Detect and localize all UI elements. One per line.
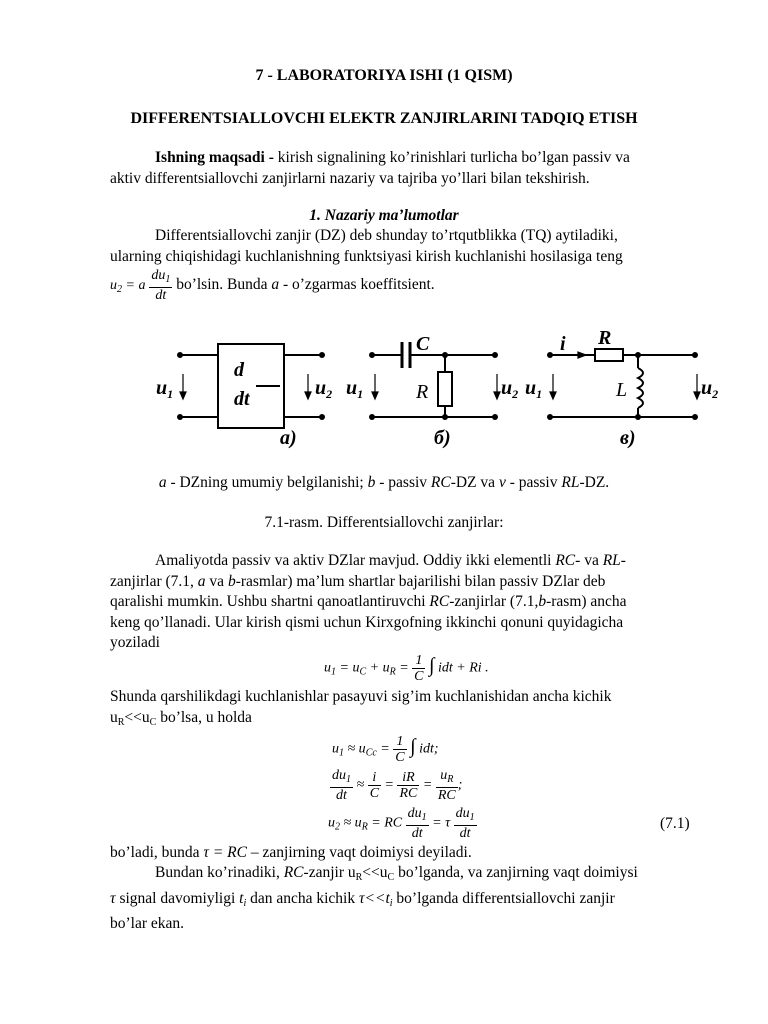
label-resistor-R-c: R <box>598 327 612 349</box>
label-fig-a: а) <box>280 427 297 449</box>
lab-subheading: DIFFERENTSIALLOVCHI ELEKTR ZANJIRLARINI TADQIQ ETISH <box>130 110 638 127</box>
paragraph-2: Amaliyotda passiv va aktiv DZlar mavjud. Oddiy ikki elementli RC- va RL- zanjirlar (7.1, a va b-rasmlar) ma’lum shartlar bajarilishi bilan passiv DZlar deb qaralishi mumkin. Ushbu shartni qanoatlantiruvchi RC-zanjirlar (7.1,b-rasm) ancha keng qo’llanadi. Ular kirish qismi uchun Kirxgofning ikkinchi qonuni quyidagicha yoziladi <box>110 552 627 651</box>
figure-caption: a - DZning umumiy belgilanishi; b - passiv RC-DZ va v - passiv RL-DZ. <box>158 474 610 491</box>
label-d: d <box>234 359 244 381</box>
label-fig-b: б) <box>434 427 451 449</box>
label-inductor-L: L <box>616 379 628 401</box>
equation-kirchhoff: $u_1 = u_C + u_R$ = $\frac{1}{C}$ ∫ idt + Ri . <box>324 653 489 684</box>
inductor <box>638 368 643 408</box>
paragraph-5: Bundan ko’rinadiki, RC-zanjir $u_R<<u_C$ bo’lganda, va zanjirning vaqt doimiysi τ signal davomiyligi $t_i$ dan ancha kichik $\tau<<t_i$ bo’lganda differentsiallovchi zanjir bo’lar ekan. <box>110 864 638 932</box>
formula-u2: $u_2 = a$ <box>110 278 146 296</box>
label-u1-a: $u_1$ <box>156 377 174 401</box>
lab-heading: 7 - LABORATORIYA ISHI (1 QISM) <box>255 67 513 84</box>
formula-du1-dt: $\frac{du_1}{dt}$ <box>151 268 171 303</box>
label-current-i: i <box>560 333 566 355</box>
section1-line-1: Differentsiallovchi zanjir (DZ) deb shunday to’rtqutblikka (TQ) aytiladiki, <box>155 227 618 244</box>
equation-approx-3: $u_2 \approx u_R$ = RC $\frac{du_1}{dt}$ = τ $\frac{du_1}{dt}$ <box>328 806 475 841</box>
section1-coef-a: a <box>271 276 280 294</box>
label-fig-v: в) <box>620 427 636 449</box>
resistor-c <box>595 349 623 361</box>
label-u1-c: $u_1$ <box>525 377 543 401</box>
aim-text-1: kirish signalining ko’rinishlari turlicha bo’lgan passiv va <box>273 149 630 166</box>
circuit-figure <box>150 322 730 450</box>
paragraph-4: bo’ladi, bunda τ = RC – zanjirning vaqt doimiysi deyiladi. <box>110 844 472 861</box>
equation-approx-2: $\frac{du_1}{dt}$ ≈ $\frac{i}{C}$ = $\frac{iR}{RC}$ = $\frac{u_R}{RC}$ ; <box>332 768 463 803</box>
section1-paragraph <box>110 226 712 267</box>
label-u2-b: $u_2$ <box>501 377 519 401</box>
label-u2-a: $u_2$ <box>315 377 333 401</box>
label-u2-c: $u_2$ <box>701 377 719 401</box>
section1-line-3-post: bo’lsin. Bunda <box>176 276 272 294</box>
label-resistor-R-b: R <box>416 381 429 403</box>
figure-title: 7.1-rasm. Differentsiallovchi zanjirlar: <box>264 514 504 531</box>
equation-approx-1: $u_1 \approx u_{Cc}$ = $\frac{1}{C}$ ∫ idt; <box>332 734 439 765</box>
aim-paragraph <box>110 148 712 189</box>
equation-number: (7.1) <box>660 815 690 832</box>
paragraph-3: Shunda qarshilikdagi kuchlanishlar pasayuvi sig’im kuchlanishidan ancha kichik $u_R<<u_C$ bo’lsa, u holda <box>110 688 612 728</box>
aim-text-2: aktiv differentsiallovchi zanjirlarni nazariy va tajriba yo’llari bilan tekshirish. <box>110 169 590 187</box>
section1-formula-line <box>110 268 435 303</box>
section1-line-3-end: - o’zgarmas koeffitsient. <box>279 276 435 294</box>
section1-title: 1. Nazariy ma’lumotlar <box>309 207 459 224</box>
aim-label: Ishning maqsadi - <box>155 149 274 166</box>
resistor-b <box>438 372 452 406</box>
label-capacitor-C: C <box>416 333 430 355</box>
section1-line-2: ularning chiqishidagi kuchlanishning funktsiyasi kirish kuchlanishi hosilasiga teng <box>110 247 623 265</box>
label-u1-b: $u_1$ <box>346 377 364 401</box>
label-dt: dt <box>234 388 250 410</box>
